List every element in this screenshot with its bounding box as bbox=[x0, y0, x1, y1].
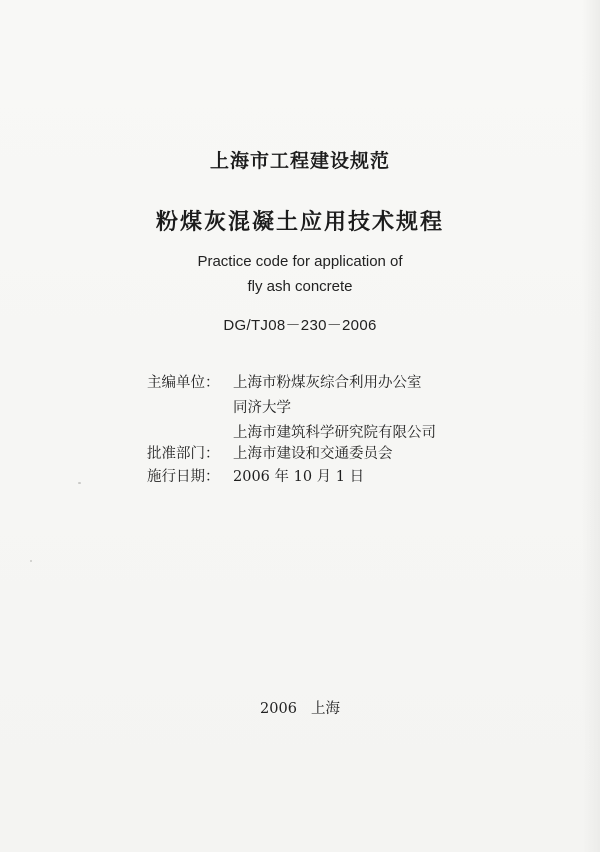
editor-org-2: 同济大学 bbox=[233, 400, 291, 416]
effective-date-label: 施行日期： bbox=[147, 469, 220, 485]
effective-date-value: 2006 年 10 月 1 日 bbox=[233, 469, 365, 485]
document-title: 粉煤灰混凝土应用技术规程 bbox=[155, 210, 444, 235]
standard-code: DG/TJ08－230－2006 bbox=[223, 317, 377, 334]
series-title: 上海市工程建设规范 bbox=[209, 150, 390, 172]
editor-row bbox=[147, 376, 422, 391]
scan-speck bbox=[78, 482, 81, 484]
publication-year: 2006 bbox=[260, 701, 297, 717]
publication-footer bbox=[0, 697, 600, 718]
editor-label: 主编单位： bbox=[147, 375, 220, 391]
publication-city: 上海 bbox=[310, 701, 340, 717]
approval-label: 批准部门： bbox=[147, 446, 220, 462]
editor-org-1: 上海市粉煤灰综合利用办公室 bbox=[233, 375, 422, 391]
approval-value: 上海市建设和交通委员会 bbox=[233, 446, 393, 462]
editor-org-3: 上海市建筑科学研究院有限公司 bbox=[233, 425, 436, 441]
english-title-line-1: Practice code for application of bbox=[197, 253, 403, 270]
scan-speck bbox=[30, 560, 32, 562]
english-title-line-2: fly ash concrete bbox=[247, 278, 353, 295]
scan-edge-shadow bbox=[582, 0, 600, 852]
approval-row bbox=[147, 447, 393, 462]
effective-date-row bbox=[147, 470, 364, 485]
